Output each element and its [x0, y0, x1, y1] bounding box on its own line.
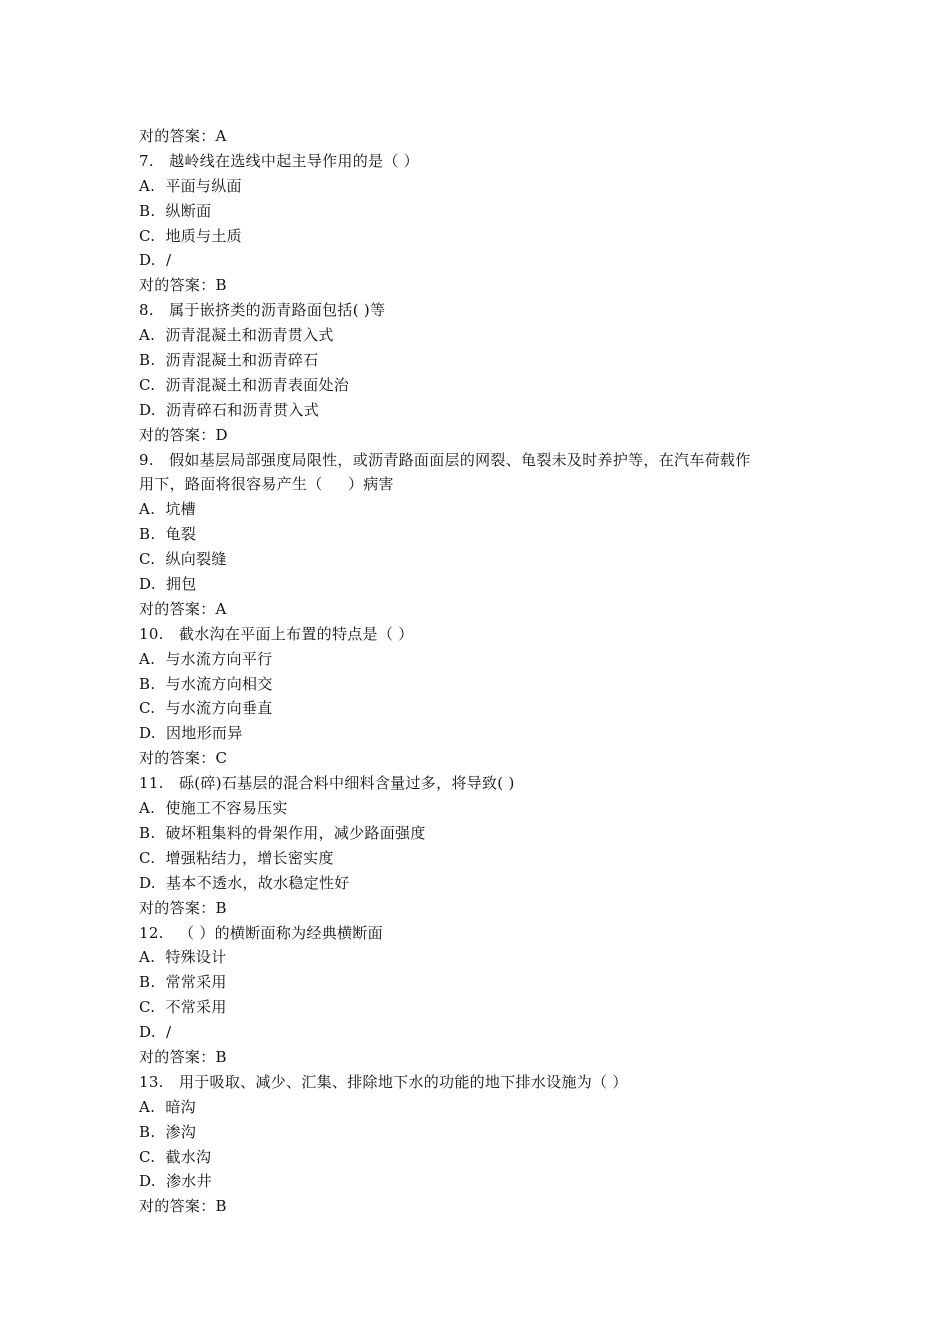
- option-c: C. 不常采用: [139, 998, 227, 1017]
- option-c: C. 与水流方向垂直: [139, 699, 273, 718]
- answer-line: 对的答案：B: [139, 1197, 227, 1216]
- option-d: D. 基本不透水，故水稳定性好: [139, 873, 350, 892]
- question-12: 12. （ ）的横断面称为经典横断面: [139, 923, 383, 942]
- answer-line: 对的答案：B: [139, 1047, 227, 1066]
- option-a: A. 特殊设计: [139, 948, 227, 967]
- option-c: C. 地质与土质: [139, 226, 242, 245]
- option-d: D. 渗水井: [139, 1172, 212, 1191]
- option-c: C. 纵向裂缝: [139, 550, 227, 569]
- answer-line: 对的答案：B: [139, 276, 227, 295]
- option-a: A. 使施工不容易压实: [139, 799, 288, 818]
- answer-line: 对的答案：D: [139, 425, 228, 444]
- option-a: A. 暗沟: [139, 1097, 196, 1116]
- option-d: D. 因地形而异: [139, 724, 243, 743]
- option-c: C. 截水沟: [139, 1147, 212, 1166]
- question-13: 13. 用于吸取、减少、汇集、排除地下水的功能的地下排水设施为（ ）: [139, 1072, 628, 1091]
- option-a: A. 平面与纵面: [139, 176, 242, 195]
- option-b: B. 破坏粗集料的骨架作用，减少路面强度: [139, 823, 426, 842]
- answer-line: 对的答案：A: [139, 127, 227, 145]
- option-b: B. 常常采用: [139, 973, 227, 992]
- option-d: D. 沥青碎石和沥青贯入式: [139, 400, 319, 419]
- option-c: C. 增强粘结力，增长密实度: [139, 848, 334, 867]
- option-d: D. 拥包: [139, 575, 197, 594]
- question-11: 11. 砾(碎)石基层的混合料中细料含量过多，将导致( ): [139, 774, 515, 793]
- question-8: 8. 属于嵌挤类的沥青路面包括( )等: [139, 301, 386, 320]
- option-d: D. /: [139, 251, 172, 270]
- option-c: C. 沥青混凝土和沥青表面处治: [139, 375, 350, 394]
- question-9: 9. 假如基层局部强度局限性，或沥青路面面层的网裂、龟裂未及时养护等，在汽车荷载作: [139, 450, 751, 469]
- answer-line: 对的答案：A: [139, 599, 227, 618]
- option-b: B. 龟裂: [139, 525, 197, 544]
- option-d: D. /: [139, 1023, 172, 1042]
- question-10: 10. 截水沟在平面上布置的特点是（ ）: [139, 624, 414, 643]
- option-a: A. 与水流方向平行: [139, 649, 273, 668]
- question-list: [139, 124, 819, 1219]
- option-a: A. 沥青混凝土和沥青贯入式: [139, 326, 334, 345]
- option-b: B. 渗沟: [139, 1122, 197, 1141]
- question-7: 7. 越岭线在选线中起主导作用的是（ ）: [139, 151, 419, 170]
- option-b: B. 与水流方向相交: [139, 674, 273, 693]
- question-9-continued: 用下，路面将很容易产生（ ）病害: [139, 475, 394, 494]
- option-a: A. 坑槽: [139, 500, 196, 519]
- answer-line: 对的答案：C: [139, 749, 228, 768]
- option-b: B. 纵断面: [139, 201, 212, 220]
- answer-line: 对的答案：B: [139, 898, 227, 917]
- option-b: B. 沥青混凝土和沥青碎石: [139, 351, 319, 370]
